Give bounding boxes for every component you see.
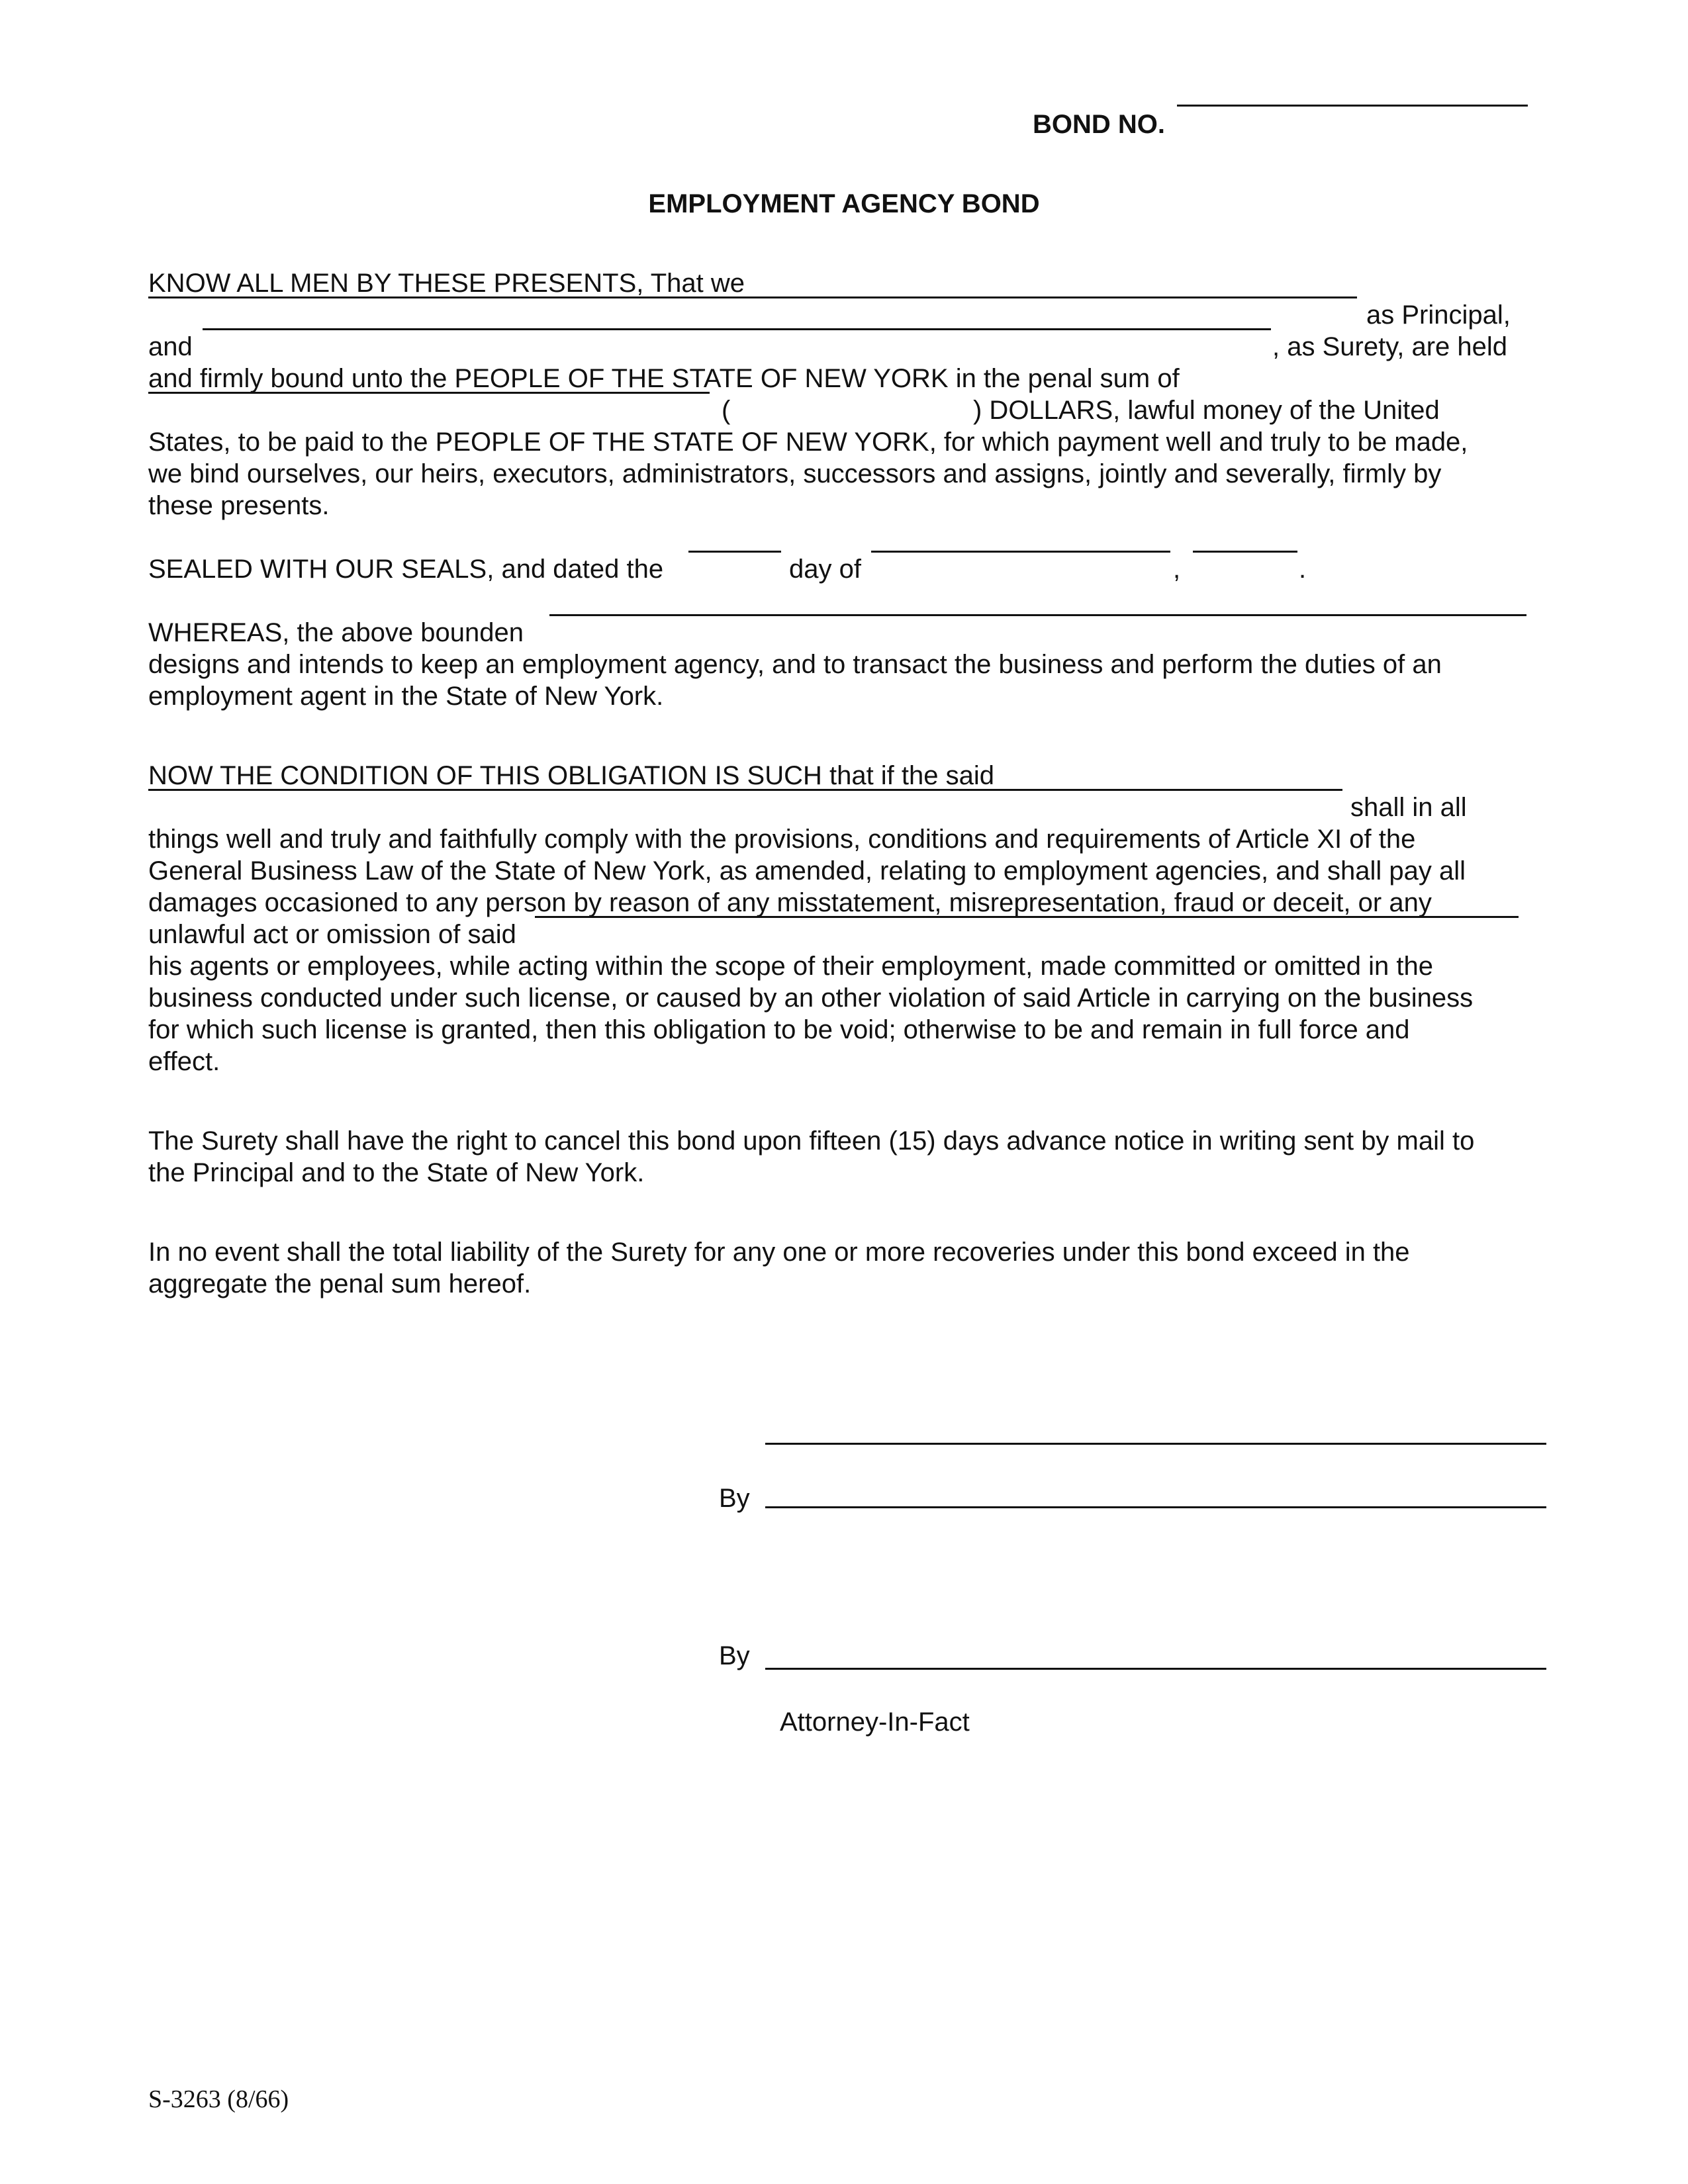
surety-by-signature-line[interactable] (765, 1668, 1546, 1670)
para1-line8: these presents. (148, 491, 330, 520)
principal-name-field[interactable] (148, 296, 1357, 298)
liability-line1: In no event shall the total liability of the Surety for any one or more recoveries under this bond exceed in the (148, 1238, 1410, 1267)
surety-name-field[interactable] (203, 328, 1271, 330)
condition-line1: NOW THE CONDITION OF THIS OBLIGATION IS SUCH that if the said (148, 761, 995, 790)
omission-name-field[interactable] (535, 916, 1519, 918)
sealed-year-field[interactable] (1193, 551, 1297, 553)
by-label-2: By (719, 1641, 750, 1670)
sealed-day-field[interactable] (688, 551, 781, 553)
sealed-prefix: SEALED WITH OUR SEALS, and dated the (148, 555, 664, 584)
as-principal-text: as Principal, (1366, 300, 1511, 330)
condition-line6: unlawful act or omission of said (148, 920, 516, 949)
form-code: S-3263 (8/66) (148, 2085, 289, 2113)
para1-line4: and firmly bound unto the PEOPLE OF THE STATE OF NEW YORK in the penal sum of (148, 364, 1180, 393)
liability-line2: aggregate the penal sum hereof. (148, 1269, 532, 1298)
whereas-line3: employment agent in the State of New York. (148, 682, 664, 711)
day-of-text: day of (789, 555, 861, 584)
dollars-text: ) DOLLARS, lawful money of the United (973, 396, 1440, 425)
sealed-month-field[interactable] (871, 551, 1170, 553)
said-name-field[interactable] (148, 789, 1342, 791)
open-paren: ( (722, 396, 731, 425)
para1-line1: KNOW ALL MEN BY THESE PRESENTS, That we (148, 269, 745, 298)
condition-line3: things well and truly and faithfully comply with the provisions, conditions and requirements of Article XI of the (148, 825, 1416, 854)
whereas-prefix: WHEREAS, the above bounden (148, 618, 524, 647)
cancel-line1: The Surety shall have the right to cancel this bond upon fifteen (15) days advance notice in writing sent by mail to (148, 1126, 1475, 1156)
by-label-1: By (719, 1484, 750, 1513)
bond-no-label: BOND NO. (1033, 110, 1165, 139)
condition-line8: business conducted under such license, or caused by an other violation of said Article in carrying on the business (148, 983, 1474, 1013)
whereas-line2: designs and intends to keep an employment agency, and to transact the business and perform the duties of an (148, 650, 1442, 679)
and-text: and (148, 332, 193, 361)
shall-in-all-text: shall in all (1350, 793, 1467, 822)
condition-line4: General Business Law of the State of New York, as amended, relating to employment agencies, and shall pay all (148, 856, 1466, 886)
para1-line6: States, to be paid to the PEOPLE OF THE STATE OF NEW YORK, for which payment well and truly to be made, (148, 428, 1468, 457)
condition-line7: his agents or employees, while acting within the scope of their employment, made committed or omitted in the (148, 952, 1433, 981)
bond-no-field[interactable] (1177, 105, 1528, 107)
condition-line5: damages occasioned to any person by reason of any misstatement, misrepresentation, fraud or deceit, or any (148, 888, 1432, 917)
para1-line7: we bind ourselves, our heirs, executors, administrators, successors and assigns, jointly and severally, firmly by (148, 459, 1442, 488)
sealed-period: . (1299, 555, 1307, 584)
attorney-in-fact-label: Attorney-In-Fact (780, 1707, 970, 1737)
principal-signature-line[interactable] (765, 1443, 1546, 1445)
as-surety-text: , as Surety, are held (1272, 332, 1507, 361)
sealed-comma: , (1173, 555, 1181, 584)
cancel-line2: the Principal and to the State of New York. (148, 1158, 645, 1187)
principal-by-signature-line[interactable] (765, 1506, 1546, 1508)
condition-line9: for which such license is granted, then this obligation to be void; otherwise to be and remain in full force and (148, 1015, 1410, 1044)
condition-line10: effect. (148, 1047, 220, 1076)
penal-sum-words-field[interactable] (148, 392, 710, 394)
bounden-name-field[interactable] (549, 614, 1526, 616)
document-title: EMPLOYMENT AGENCY BOND (648, 189, 1040, 218)
